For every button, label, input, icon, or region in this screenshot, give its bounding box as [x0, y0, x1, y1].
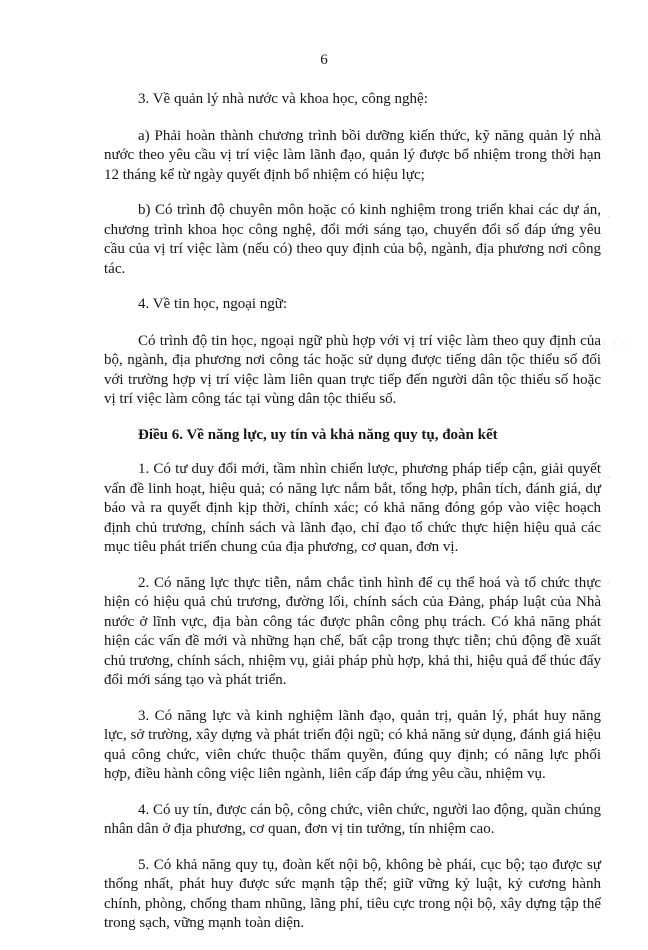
section-heading-state-management: 3. Về quản lý nhà nước và khoa học, công nghệ: — [138, 91, 428, 107]
document-body — [104, 90, 601, 950]
paragraph-item-4: 4. Có uy tín, được cán bộ, công chức, viên chức, người lao động, quần chúng nhân dân ở địa phương, cơ quan, đơn vị tin tưởng, tín nhiệm cao. — [104, 801, 601, 837]
scan-artifact: · · · — [603, 340, 628, 350]
scan-artifact: · · — [597, 578, 612, 588]
article-6-heading: Điều 6. Về năng lực, uy tín và khả năng quy tụ, đoàn kết — [138, 426, 498, 443]
paragraph-science-technology-experience: b) Có trình độ chuyên môn hoặc có kinh nghiệm trong triển khai các dự án, chương trình khoa học công nghệ, đổi mới sáng tạo, chuyển đổi số đáp ứng yêu cầu của vị trí việc làm (nếu có) theo quy định của bộ, ngành, địa phương nơi công tác. — [104, 202, 601, 277]
paragraph-item-3: 3. Có năng lực và kinh nghiệm lãnh đạo, quản trị, quản lý, phát huy năng lực, sở trường, xây dựng và phát triển đội ngũ; có khả năng sử dụng, đánh giá hiệu quả công chức, viên chức thuộc thẩm quyền, đúng quy định; có năng lực phối hợp, điều hành công việc liên ngành, liên cấp đáp ứng yêu cầu, nhiệm vụ. — [104, 707, 601, 782]
paragraph-item-5: 5. Có khả năng quy tụ, đoàn kết nội bộ, không bè phái, cục bộ; tạo được sự thống nhất, phát huy được sức mạnh tập thể; giữ vững kỷ luật, kỷ cương hành chính, phòng, chống tham nhũng, lãng phí, tiêu cực trong nội bộ, xây dựng tập thể trong sạch, vững mạnh toàn diện. — [104, 856, 601, 931]
paragraph-item-1: 1. Có tư duy đổi mới, tầm nhìn chiến lược, phương pháp tiếp cận, giải quyết vấn đề linh hoạt, hiệu quả; có năng lực nắm bắt, tổng hợp, phân tích, đánh giá, dự báo và ra quyết định kịp thời, chính xác; có khả năng đóng góp vào việc hoạch định chủ trương, chính sách và lãnh đạo, chỉ đạo tổ chức thực hiện hiệu quả các mục tiêu phát triển chung của địa phương, cơ quan, đơn vị. — [104, 461, 601, 555]
scan-artifact: · · — [598, 473, 613, 483]
paragraph-item-2: 2. Có năng lực thực tiễn, nắm chắc tình hình để cụ thể hoá và tổ chức thực hiện có hiệu quả chủ trương, đường lối, chính sách của Đảng, pháp luật của Nhà nước ở lĩnh vực, địa bàn công tác được phân công phụ trách. Có khả năng phát hiện các vấn đề mới và những hạn chế, bất cập trong thực tiễn; chủ động đề xuất chủ trương, chính sách, nhiệm vụ, giải pháp phù hợp, khả thi, hiệu quả để thúc đẩy đổi mới sáng tạo và phát triển. — [104, 574, 601, 688]
paragraph-training-requirement: a) Phải hoàn thành chương trình bồi dưỡng kiến thức, kỹ năng quản lý nhà nước theo yêu cầu vị trí việc làm lãnh đạo, quản lý được bổ nhiệm trong thời hạn 12 tháng kể từ ngày quyết định bổ nhiệm có hiệu lực; — [104, 127, 601, 183]
section-heading-it-languages: 4. Về tin học, ngoại ngữ: — [138, 296, 288, 312]
scan-artifact: · · · — [588, 213, 613, 223]
page-number: 6 — [320, 52, 328, 68]
paragraph-it-languages: Có trình độ tin học, ngoại ngữ phù hợp với vị trí việc làm theo quy định của bộ, ngành, địa phương nơi công tác hoặc sử dụng được tiếng dân tộc thiểu số đối với trường hợp vị trí việc làm liên quan trực tiếp đến người dân tộc thiểu số hoặc vị trí việc làm công tác tại vùng dân tộc thiểu số. — [104, 332, 601, 407]
